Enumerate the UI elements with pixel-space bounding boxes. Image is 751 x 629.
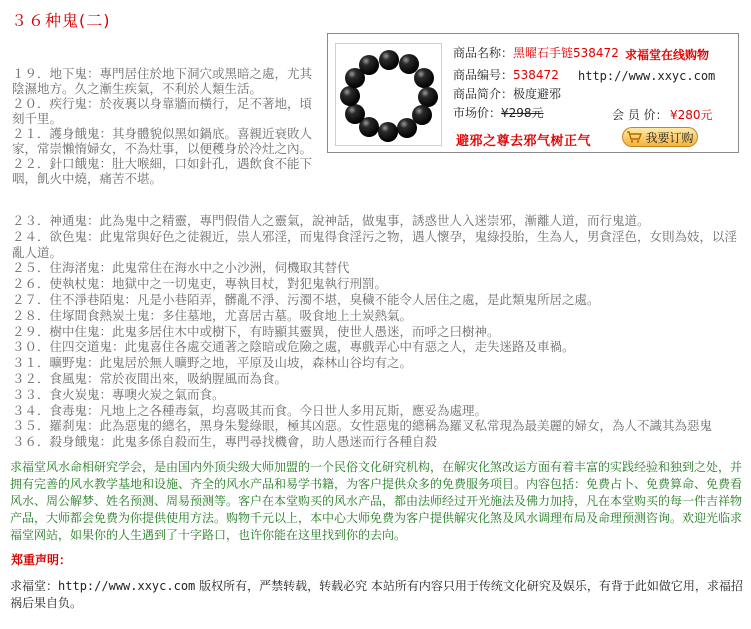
market-price-value: ¥298元 (501, 106, 544, 120)
list-item: ３１．曠野鬼：此鬼居於無人曠野之地，平原及山坡，森林山谷均有之。 (12, 355, 413, 371)
member-price-label: 会 员 价： (612, 108, 668, 122)
list-item: ２４．欲色鬼：此鬼常與好色之徒親近，祟人邪淫，而鬼得食淫污之物，遇人懷孕，鬼綠投胎，生為人，男貪淫色，女則為妓，以淫亂人道。 (12, 228, 738, 260)
footer-url[interactable]: http://www.xxyc.com (58, 579, 196, 593)
market-price-row (453, 106, 544, 120)
shop-name[interactable]: 求福堂在线购物 (625, 48, 710, 62)
list-item: ２１．護身餓鬼：其身體貌似黑如鍋底。喜親近衰敗人家，常崇懶惰婦女，不為灶事，以便穫身於冷灶之內。 (12, 126, 313, 156)
list-item: ２９．樹中住鬼：此鬼多居住木中或樹下，有時顯其靈異，使世人愚迷，而呼之曰樹神。 (12, 323, 500, 339)
product-code-value: 538472 (513, 68, 559, 82)
list-item: ２８．住塚間食熱炭土鬼：多住墓地，尤喜居古墓。吸食地上土炭熱氣。 (12, 307, 413, 323)
market-price-label: 市场价： (453, 106, 502, 120)
list-item: ３６．殺身餓鬼：此鬼多係自殺而生，專門尋找機會，助人愚迷而行各種自殺 (12, 434, 438, 450)
list-item: ２３．神通鬼：此為鬼中之精靈，專門假借人之靈氣，說神話，做鬼事，誘惑世人入迷崇邪，漸離人道，而行鬼道。 (12, 213, 650, 228)
full-ghost-list (12, 213, 742, 450)
member-price-value: ¥280元 (670, 108, 713, 122)
product-name-row (453, 46, 619, 60)
bracelet-image (336, 44, 442, 146)
list-item: ２６．使執杖鬼：地獄中之一切鬼吏，專執目杖，對犯鬼執行刑罰。 (12, 276, 388, 292)
about-paragraph: 求福堂风水命相研究学会，是由国内外顶尖级大师加盟的一个民俗文化研究机构，在解灾化煞改运方面有着丰富的实践经验和独到之处，并拥有完善的风水教学基地和设施、齐全的风水产品和易学书籍，为客户提供众多的免费服务项目。内容包括：免费占卜、免费算命、免费看风水、周公解梦、姓名预测、周易预测等。客户在本堂购买的风水产品，都由法师经过开光施法及佛力加持，凡在本堂购买的每一件吉祥物产品，大师都会免费为你提供使用方法。购物千元以上，本中心大师免费为客户提供解灾化煞及风水调理布局及命理预测咨询。欢迎光临求福堂网站，如果你的人生遇到了十字路口，也许你能在这里找到你的去向。 (10, 460, 743, 542)
order-button-label: 我要订购 (645, 130, 694, 145)
product-card (327, 33, 739, 153)
list-item: ３２．食風鬼：常於夜間出來，吸納腥風而為食。 (12, 370, 288, 386)
product-code-label: 商品编号： (453, 68, 514, 82)
list-item: ２７．住不淨巷陌鬼：凡是小巷陌弄，髒亂不淨、污濁不堪，臭穢不能令人居住之處，是此類鬼所居之處。 (12, 291, 600, 307)
footer-prefix: 求福堂： (10, 579, 59, 593)
list-item: ３５．羅刹鬼：此為惡鬼的總名，黑身朱髮綠眼，極其凶惡。女性惡鬼的總稱為羅叉私常現為最美麗的婦女，為人不識其為惡鬼 (12, 418, 713, 434)
product-code-row (453, 68, 559, 82)
order-button[interactable] (622, 127, 698, 147)
product-name-value[interactable]: 黑曜石手链538472 (513, 46, 619, 60)
list-item: ３４．食毒鬼：凡地上之各種毒氣，均喜吸其而食。今日世人多用瓦斯，應妥為處理。 (12, 402, 488, 418)
footer-statement (10, 578, 743, 612)
list-item: ２２．針口餓鬼：肚大喉細，口如針孔，遇飲食不能下咽，飢火中燒，痛苦不堪。 (12, 156, 313, 186)
cart-icon (626, 131, 642, 143)
product-intro-value: 极度避邪 (513, 87, 562, 101)
list-item: ３３．食火炭鬼：專噢火炭之氣而食。 (12, 386, 225, 402)
footer-text: 版权所有，严禁转载，转载必究 本站所有内容只用于传统文化研究及娱乐，有背于此如做它用，求福招祸后果自负。 (10, 579, 743, 610)
product-intro-label: 商品简介： (453, 87, 514, 101)
list-item: ３０．住四交道鬼：此鬼喜住各處交通著之陰暗或危險之處，專戲弄心中有惡之人，走失迷路及車禍。 (12, 339, 575, 355)
product-intro-row (453, 87, 561, 101)
notice-title: 郑重声明： (11, 553, 72, 567)
list-item: ２０．疾行鬼：於夜裏以身靠牆而橫行，足不著地，頃刻千里。 (12, 96, 313, 126)
left-ghost-list (12, 66, 312, 186)
product-slogan: 避邪之尊去邪气树正气 (456, 134, 592, 149)
list-item: １９．地下鬼：專門居住於地下洞穴或黑暗之處，尤其陰濕地方。久之漸生疾氣，不利於人類生活。 (12, 66, 313, 96)
shop-url[interactable]: http://www.xxyc.com (578, 69, 716, 83)
product-image[interactable] (335, 43, 442, 146)
page-title: ３６种鬼(二) (11, 11, 111, 30)
list-item: ２５．住海渚鬼：此鬼常住在海水中之小沙洲，伺機取其替代 (12, 260, 350, 276)
product-name-label: 商品名称： (453, 46, 514, 60)
